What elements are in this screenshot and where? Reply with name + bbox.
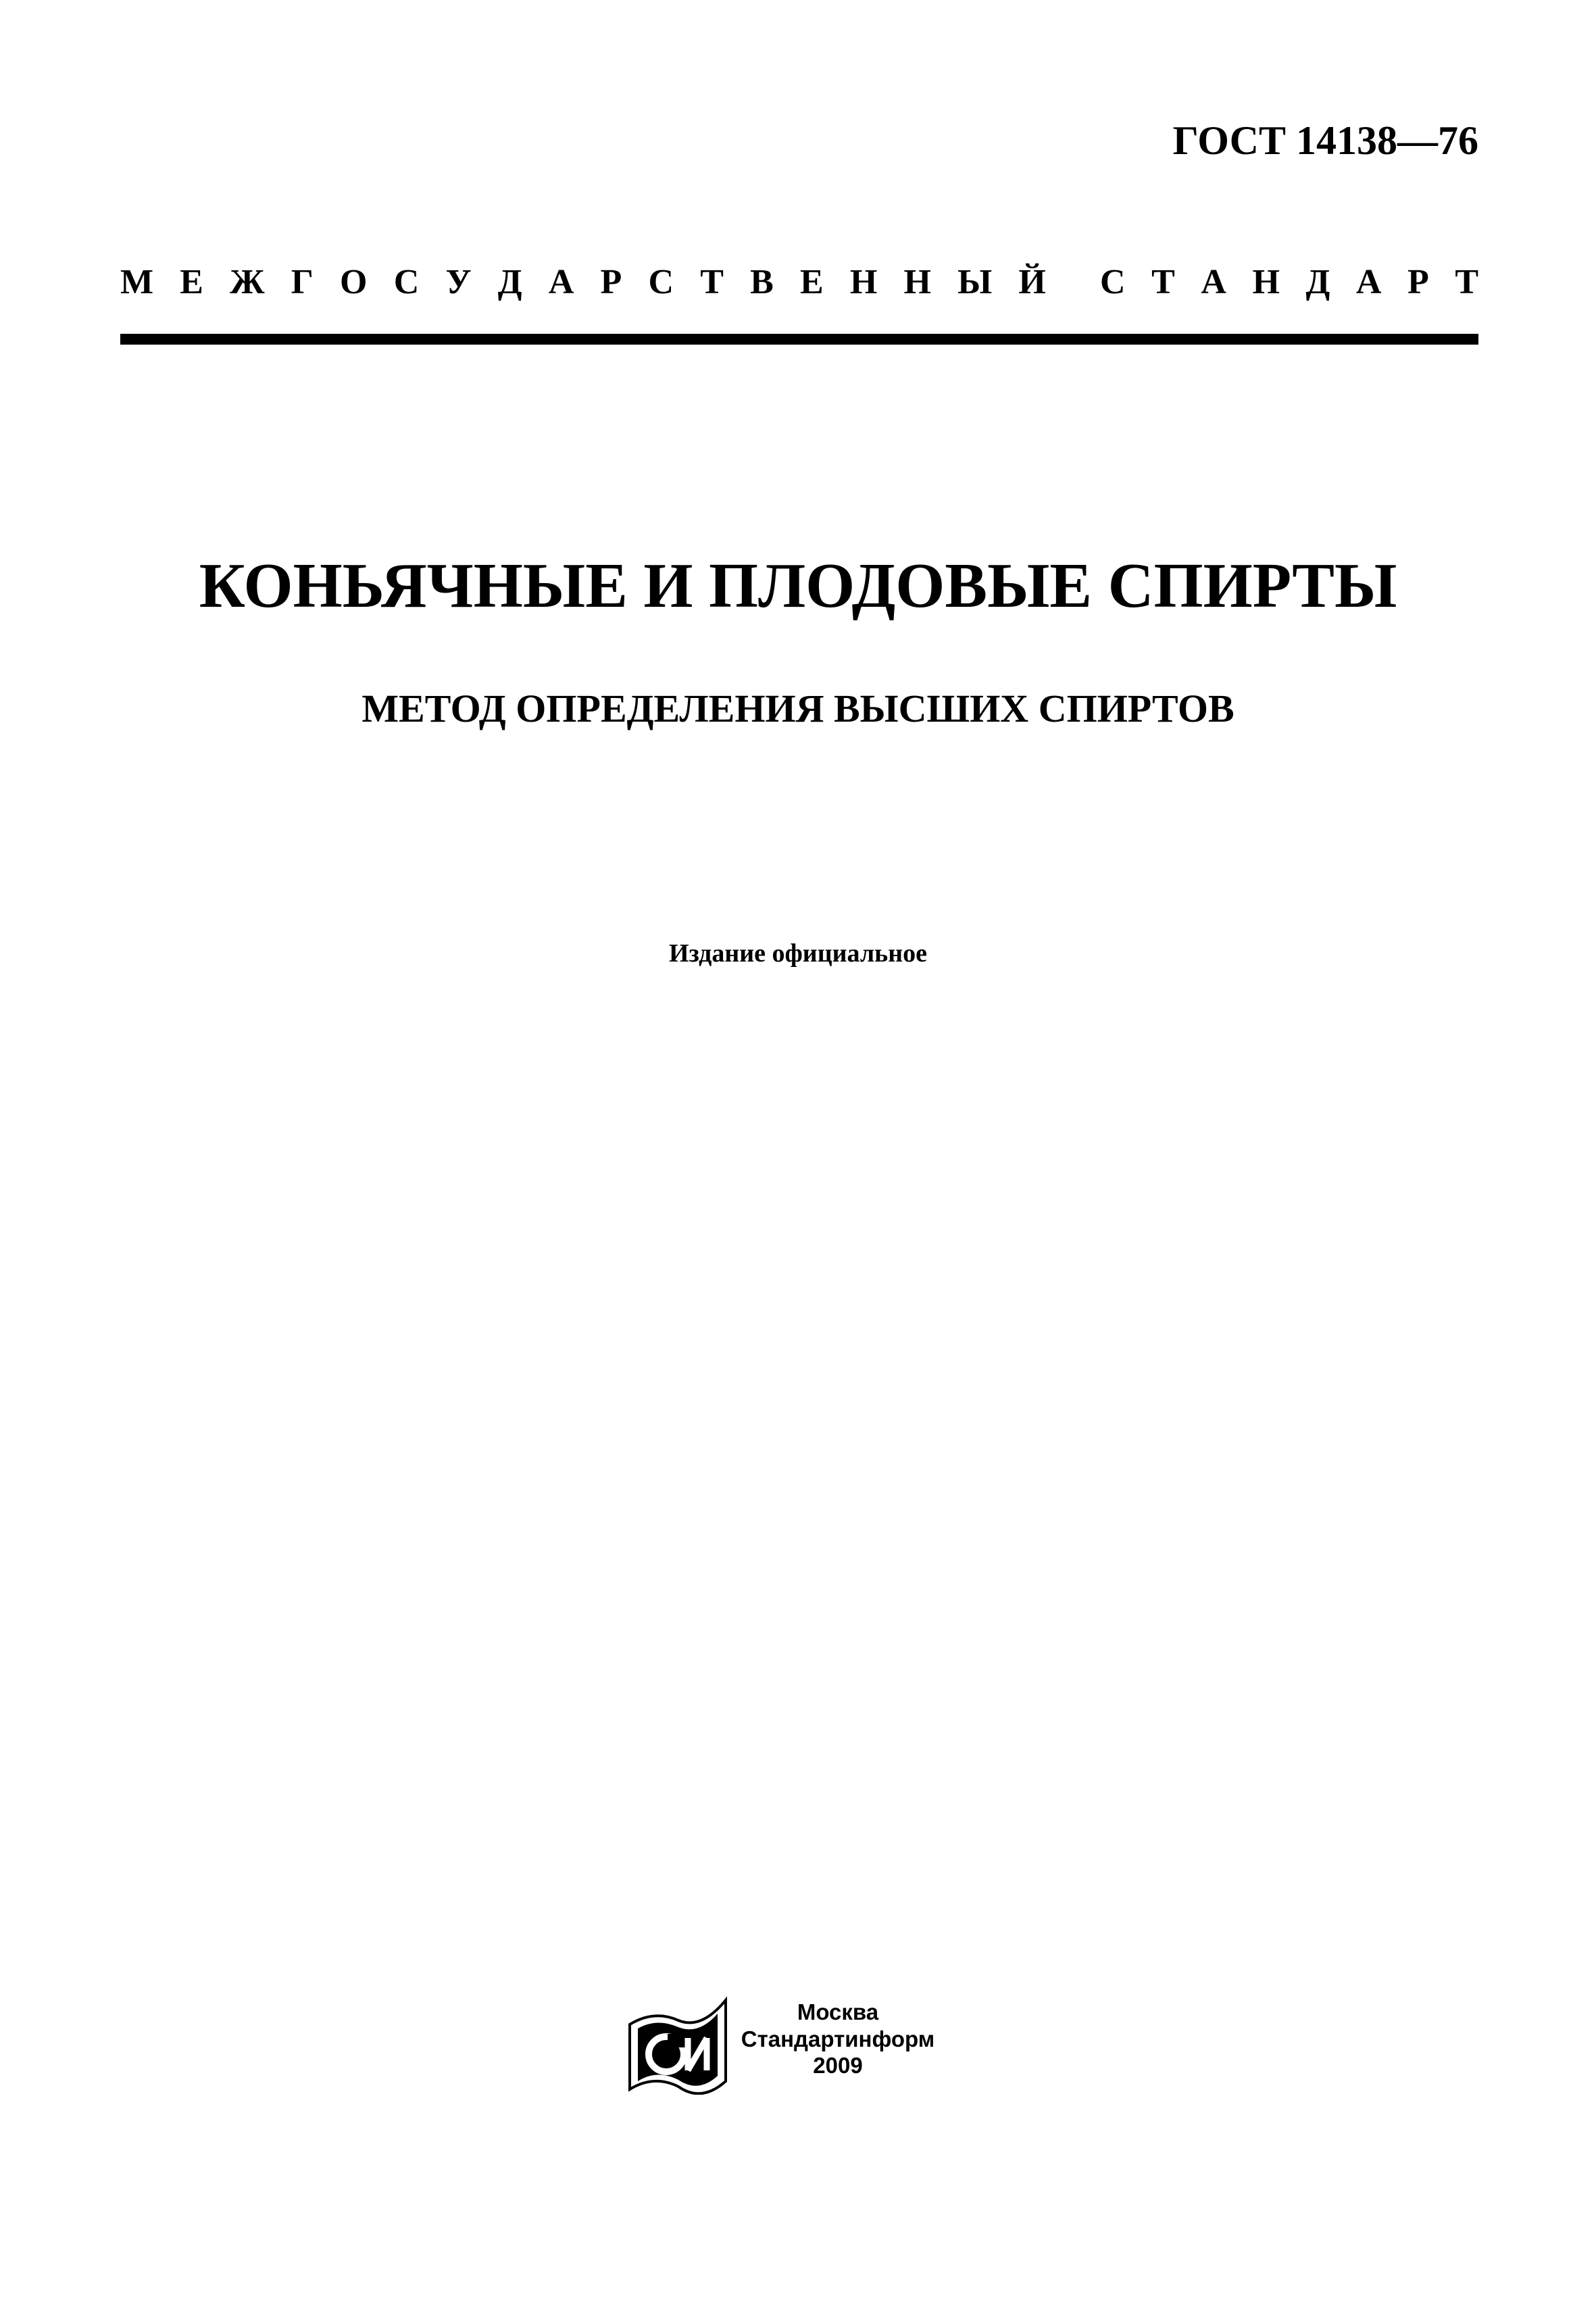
series-letter: Н: [849, 263, 878, 301]
imprint-year: 2009: [813, 2053, 863, 2078]
series-letter: Р: [600, 263, 622, 301]
document-title: КОНЬЯЧНЫЕ И ПЛОДОВЫЕ СПИРТЫ: [199, 551, 1397, 621]
series-letter: Д: [497, 263, 522, 301]
heading-divider: [120, 334, 1478, 345]
series-letter: Т: [700, 263, 724, 301]
series-letter: В: [750, 263, 774, 301]
series-letter: А: [1201, 263, 1226, 301]
series-letter: Д: [1305, 263, 1330, 301]
document-subtitle: МЕТОД ОПРЕДЕЛЕНИЯ ВЫСШИХ СПИРТОВ: [361, 687, 1235, 730]
series-letter: Ы: [957, 263, 993, 301]
series-letter: С: [393, 263, 420, 301]
imprint-city: Москва: [797, 1999, 879, 2024]
series-word-standard: [1100, 265, 1478, 300]
series-letter: Т: [1151, 263, 1175, 301]
series-letter: Т: [1455, 263, 1478, 301]
series-letter: Е: [180, 263, 203, 301]
series-letter: А: [1355, 263, 1382, 301]
series-letter: Е: [799, 263, 824, 301]
series-letter: Ж: [230, 263, 265, 301]
series-letter: Р: [1407, 263, 1429, 301]
standartinform-logo-icon: [627, 1995, 728, 2095]
imprint-publisher: Стандартинформ: [741, 2026, 935, 2051]
series-letter: А: [548, 263, 574, 301]
series-letter: Н: [1252, 263, 1280, 301]
series-letter: С: [1100, 263, 1126, 301]
publisher-imprint: [737, 1999, 939, 2079]
series-letter: М: [120, 263, 154, 301]
series-letter: Й: [1018, 263, 1046, 301]
series-letter: Г: [291, 263, 314, 301]
standard-series-heading: [120, 265, 1478, 300]
series-letter: Н: [903, 263, 931, 301]
series-letter: У: [445, 263, 472, 301]
edition-note: Издание официальное: [668, 939, 927, 968]
series-letter: О: [340, 263, 368, 301]
series-word-interstate: [120, 265, 1046, 300]
series-letter: С: [648, 263, 674, 301]
document-number: ГОСТ 14138—76: [1172, 118, 1478, 163]
